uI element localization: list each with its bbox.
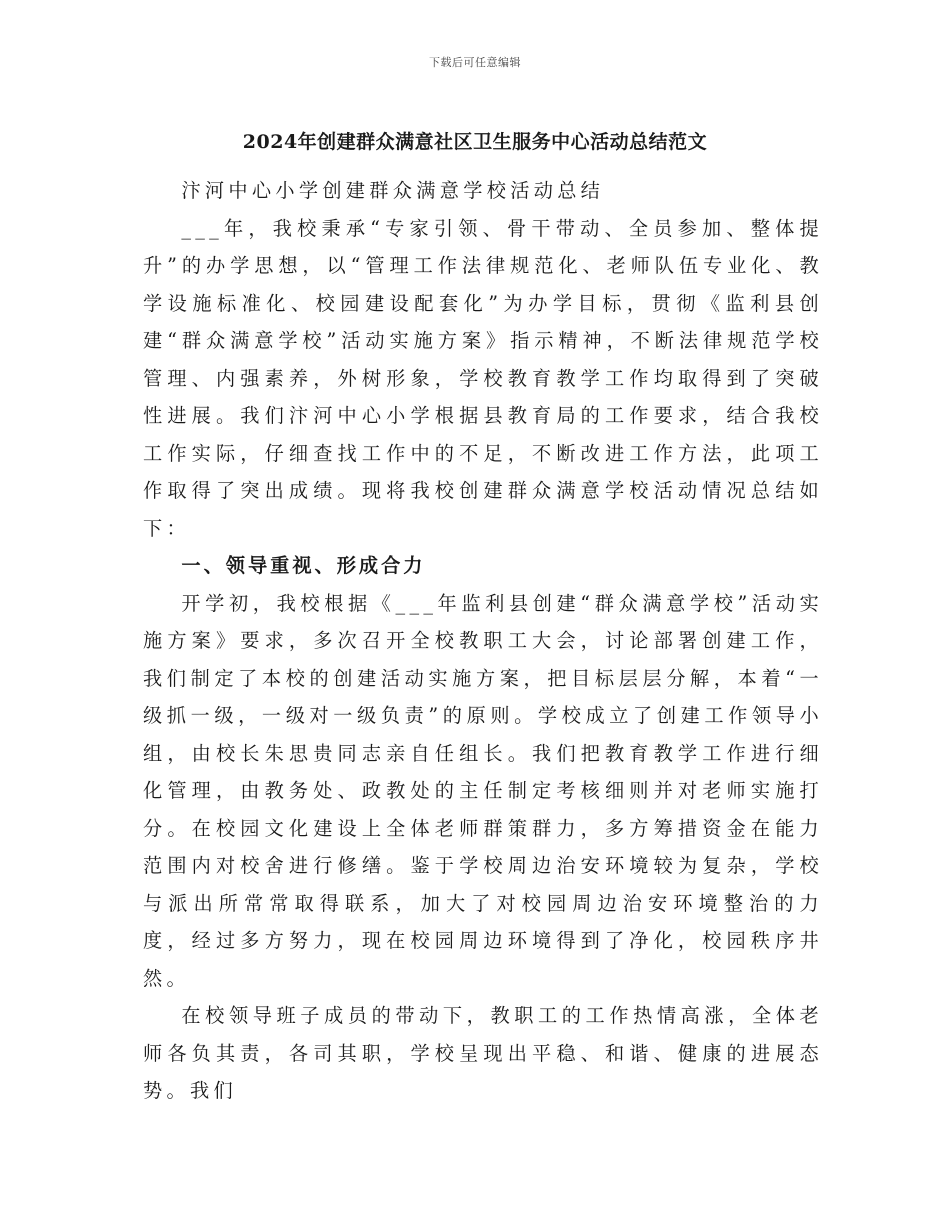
document-subtitle: 汴河中心小学创建群众满意学校活动总结: [181, 179, 605, 202]
header-note: 下载后可任意编辑: [429, 56, 521, 69]
paragraph-section1-body: 开学初，我校根据《___年监利县创建“群众满意学校”活动实施方案》要求，多次召开全校教职工大会，讨论部署创建工作，我们制定了本校的创建活动实施方案，把目标层层分解，本着“一级抓一级，一级对一级负责”的原则。学校成立了创建工作领导小组，由校长朱思贵同志亲自任组长。我们把教育教学工作进行细化管理，由教务处、政教处的主任制定考核细则并对老师实施打分。在校园文化建设上全体老师群策群力，多方筹措资金在能力范围内对校舍进行修缮。鉴于学校周边治安环境较为复杂，学校与派出所常常取得联系，加大了对校园周边治安环境整治的力度，经过多方努力，现在校园周边环境得到了净化，校园秩序井然。: [143, 591, 823, 990]
document-title: 2024年创建群众满意社区卫生服务中心活动总结范文: [242, 131, 708, 153]
document-body: [143, 172, 823, 1110]
section-heading-1: 一、领导重视、形成合力: [181, 554, 426, 577]
paragraph-intro: ___年，我校秉承“专家引领、骨干带动、全员参加、整体提升”的办学思想，以“管理工作法律规范化、老师队伍专业化、教学设施标准化、校园建设配套化”为办学目标，贯彻《监利县创建“群众满意学校”活动实施方案》指示精神，不断法律规范学校管理、内强素养，外树形象，学校教育教学工作均取得到了突破性进展。我们汴河中心小学根据县教育局的工作要求，结合我校工作实际，仔细查找工作中的不足，不断改进工作方法，此项工作取得了突出成绩。现将我校创建群众满意学校活动情况总结如下：: [143, 216, 823, 540]
paragraph-section1-continued: 在校领导班子成员的带动下，教职工的工作热情高涨，全体老师各负其责，各司其职，学校呈现出平稳、和谐、健康的进展态势。我们: [143, 1004, 823, 1102]
